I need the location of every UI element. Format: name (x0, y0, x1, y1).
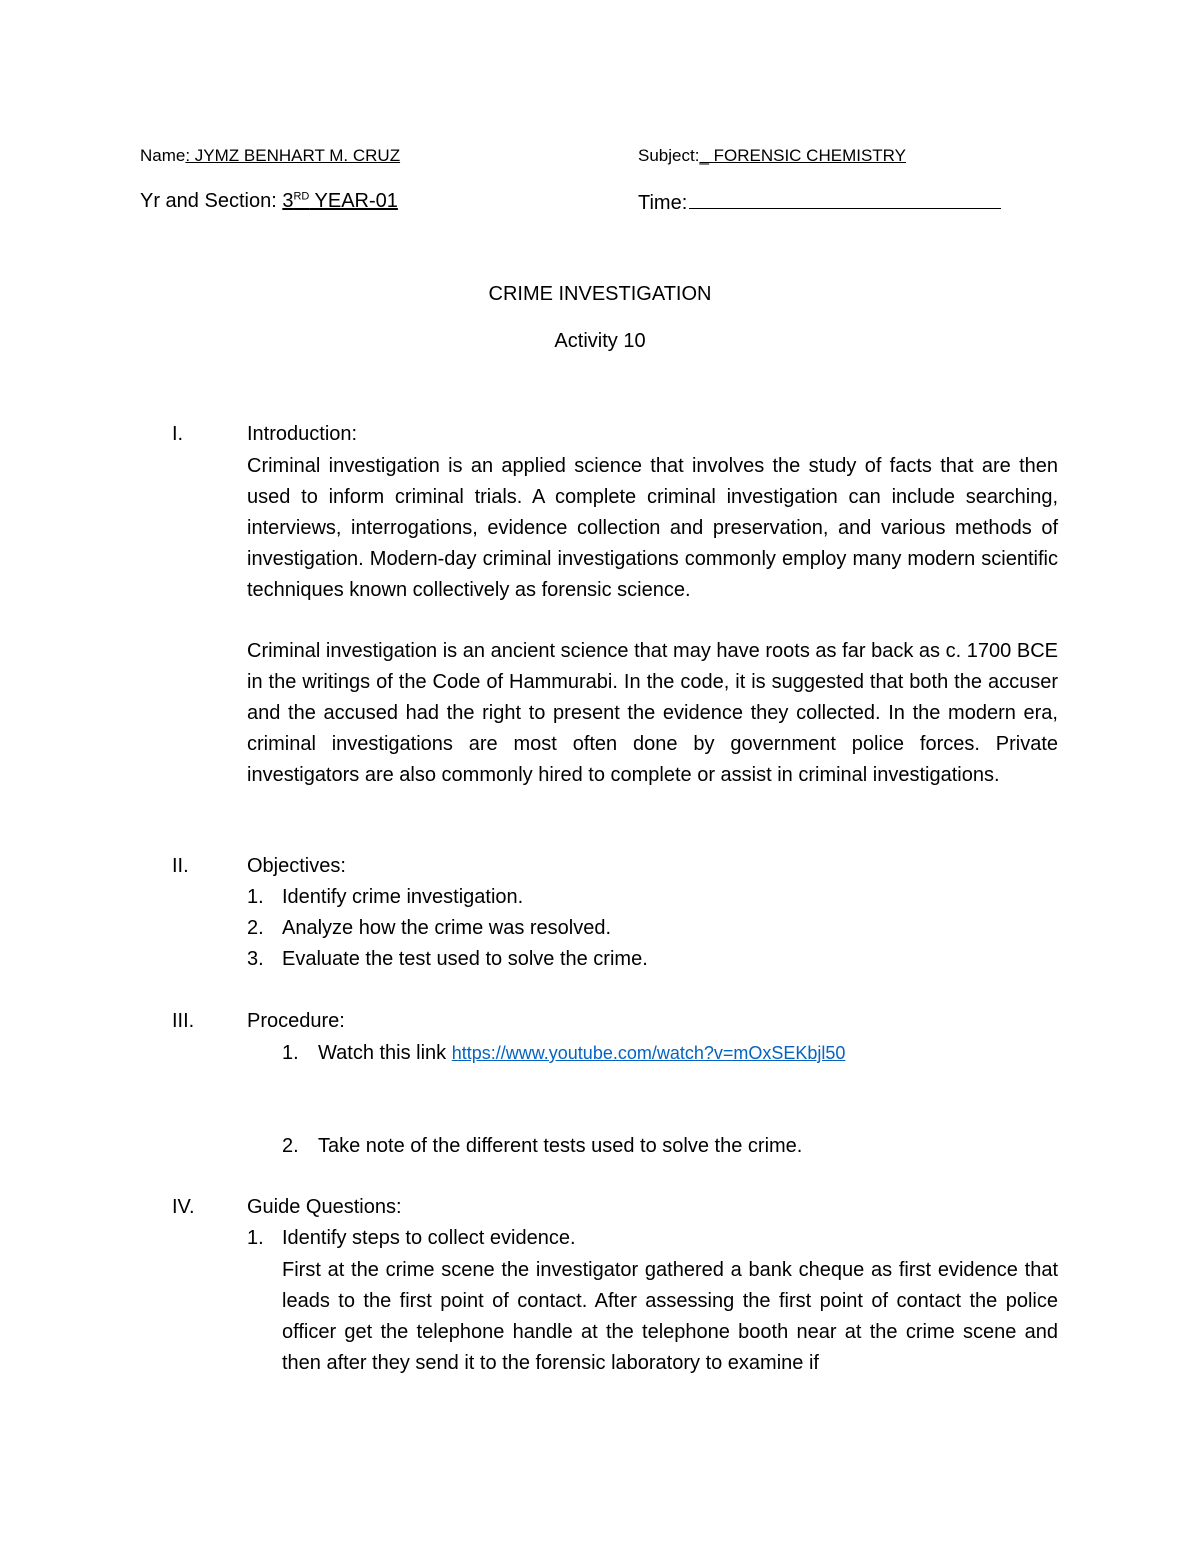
document-title: CRIME INVESTIGATION (488, 283, 712, 305)
section-label: Yr and Section: (140, 190, 283, 212)
activity-number: Activity 10 (554, 330, 646, 352)
section-iv-heading: Guide Questions: (247, 1196, 402, 1218)
procedure-1-number: 1. (282, 1042, 299, 1064)
section-i-number: I. (172, 423, 184, 445)
time-label: Time: (638, 192, 688, 214)
section-year-suffix: RD (293, 190, 310, 203)
intro-paragraph-2: Criminal investigation is an ancient science that may have roots as far back as c. 1700 BCE in the writings of the Code of Hammurabi. In the code, it is suggested that both the accuser and the accused had the right to present the evidence they collected. In the modern era, criminal investigations are most often done by government police forces. Private investigators are also commonly hired to complete or assist in criminal investigations. (247, 640, 1058, 786)
subject-value: _ FORENSIC CHEMISTRY (699, 146, 906, 165)
section-field (140, 190, 398, 213)
subject-label: Subject: (638, 146, 700, 165)
intro-paragraph-1: Criminal investigation is an applied science that involves the study of facts that are then used to inform criminal trials. A complete criminal investigation can include searching, interviews, interrogations, evidence collection and preservation, and various methods of investigation. Modern-day criminal investigations commonly employ many modern scientific techniques known collectively as forensic science. (247, 455, 1058, 601)
procedure-2-number: 2. (282, 1135, 299, 1157)
youtube-link[interactable]: https://www.youtube.com/watch?v=mOxSEKbjl50 (451, 1043, 846, 1063)
section-iii-heading: Procedure: (247, 1010, 345, 1032)
name-value: : JYMZ BENHART M. CRUZ (185, 146, 401, 165)
section-iv-number: IV. (172, 1196, 195, 1218)
name-field (140, 146, 400, 166)
section-ii-number: II. (172, 855, 189, 877)
subject-field (638, 146, 906, 166)
objective-3-text: Evaluate the test used to solve the crime. (282, 948, 648, 970)
section-year-rest: YEAR-01 (309, 190, 398, 212)
name-label: Name (140, 146, 186, 165)
time-field (638, 190, 1001, 215)
procedure-2-text: Take note of the different tests used to solve the crime. (318, 1135, 803, 1157)
section-value (282, 190, 398, 212)
objective-1-text: Identify crime investigation. (282, 886, 524, 908)
objective-2-text: Analyze how the crime was resolved. (282, 917, 612, 939)
section-year-number: 3 (282, 190, 294, 212)
guide-question-1-answer: First at the crime scene the investigator gathered a bank cheque as first evidence that leads to the first point of contact. After assessing the first point of contact the police officer get the telephone handle at the telephone booth near at the crime scene and then after they send it to the forensic laboratory to examine if (282, 1259, 1058, 1374)
guide-question-1-text: Identify steps to collect evidence. (282, 1227, 576, 1249)
procedure-1-text: Watch this link (318, 1042, 452, 1064)
procedure-1-line (318, 1042, 845, 1065)
guide-question-1-number: 1. (247, 1227, 264, 1249)
objective-2-number: 2. (247, 917, 264, 939)
section-ii-heading: Objectives: (247, 855, 346, 877)
section-i-heading: Introduction: (247, 423, 358, 445)
objective-3-number: 3. (247, 948, 264, 970)
objective-1-number: 1. (247, 886, 264, 908)
time-blank-line (689, 190, 1001, 209)
section-iii-number: III. (172, 1010, 195, 1032)
